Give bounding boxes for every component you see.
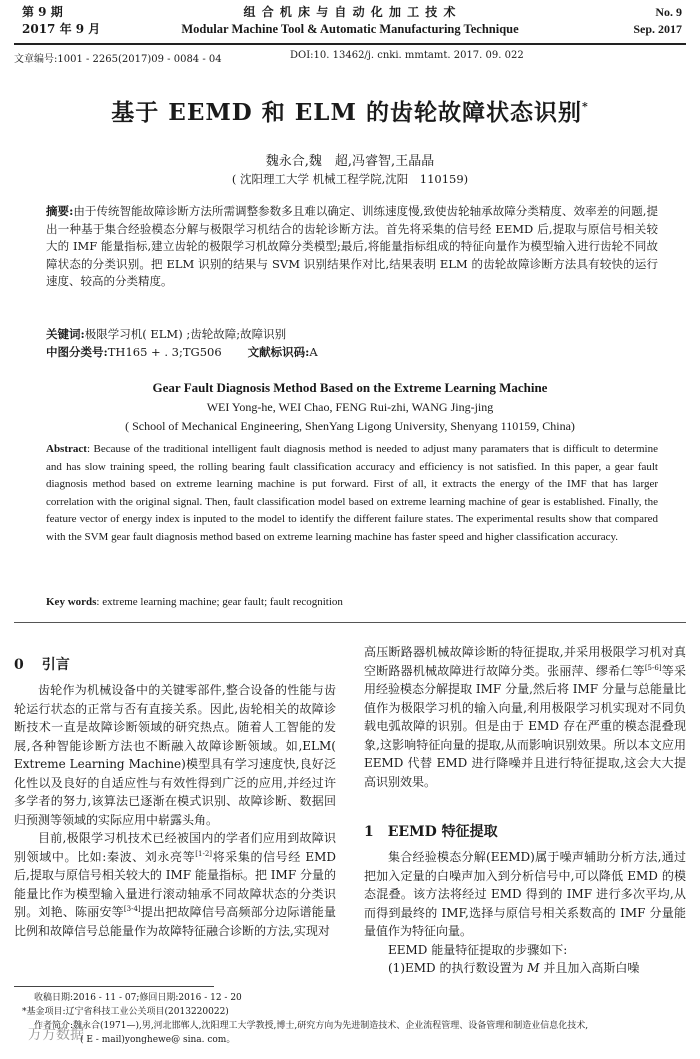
footnote-email: ( E - mail)yonghewe@ sina. com。	[80, 1035, 236, 1045]
header-rule	[14, 43, 686, 45]
keywords-en-text: : extreme learning machine; gear fault; fault recognition	[96, 596, 343, 608]
section-0-heading	[14, 655, 334, 675]
header-year-cn: 2017 年 9 月	[22, 22, 101, 36]
authors-cn: 魏永合,魏 超,冯睿智,王晶晶	[265, 154, 435, 169]
keywords-cn	[46, 326, 658, 344]
fund-mark: *	[22, 1007, 27, 1017]
eemd-step-1	[364, 959, 686, 978]
intro-p2-text-c: 提出把故障信号高频部分边际谱能量比例和故障信号总能量作为故障特征融合诊断的方法,实现对	[14, 905, 336, 938]
eemd-step-1-text-b: 并且加入高斯白噪	[539, 961, 640, 975]
intro-p3-text-a: 高压断路器机械故障诊断的特征提取,并采用极限学习机对真空断路器机械故障进行故障分类。张丽萍、缪希仁等	[364, 645, 686, 678]
keywords-cn-label: 关键词:	[46, 327, 85, 341]
header-issue-cn: 第 9 期	[22, 5, 63, 19]
eemd-paragraph-1: 集合经验模态分解(EEMD)属于噪声辅助分析方法,通过把加入定量的白噪声加入到分析信号中,可以降低 EMD 的模态混叠。该方法将经过 EMD 得到的 IMF 进行多次平均,从而得到最终的 IMF,选择与原信号相关系数高的 IMF 分量能量值作为特征向量。	[364, 850, 686, 938]
citation-1-2: [1-2]	[195, 849, 212, 858]
intro-p3-text-b: 等采用经验模态分解提取 IMF 分量,然后将 IMF 分量与总能量比值作为极限学习机的输入向量,利用极限学习机实现对不同负载电弧故障的识别。但是由于 EMD 存在严重的模态混叠现象,这影响特征向量的提取,从而影响识别效果。所以本文应用 EEMD 代替 EMD 进行降噪并且进行特征提取,这会大大提高识别效果。	[364, 663, 686, 789]
eemd-step-1-text-a: (1)EMD 的执行数设置为	[388, 961, 528, 975]
footnote-rule	[14, 986, 214, 987]
intro-p2-text-b: 将采集的信号经 EMD 后,提取与原信号相关较大的 IMF 能量指标。把 IMF 分量的能量比作为模型输入量进行滚动轴承不同故障状态的分类识别。刘艳、陈丽安等	[14, 849, 337, 919]
doi: DOI:10. 13462/j. cnki. mmtamt. 2017. 09. 022	[290, 50, 524, 61]
section-1-title: EEMD 特征提取	[387, 824, 498, 840]
section-1-body	[364, 848, 686, 978]
section-1-heading	[364, 822, 684, 842]
header-issue-en: No. 9	[655, 5, 682, 19]
title-text: 基于 EEMD 和 ELM 的齿轮故障状态识别	[111, 99, 582, 126]
clc-value: TH165 + . 3;TG506	[107, 345, 222, 359]
footnote-received: 收稿日期:2016 - 11 - 07;修回日期:2016 - 12 - 20	[34, 993, 242, 1003]
title-footnote-mark: *	[581, 100, 589, 113]
intro-paragraph-1: 齿轮作为机械设备中的关键零部件,整合设备的性能与齿轮运行状态的正常与否有直接关系。因此,齿轮相关的故障诊断技术一直是故障诊断领域的研究热点。随着人工智能的发展,各种智能诊断方法也不断融入故障诊断领域。如,ELM( Extreme Learning Machine)模型具有学习速度快,良好泛化性以及良好的自适应性与有效性得到广泛的应用,并经过许多学者的努力,该算法已逐渐在模式识别、故障诊断、数据回归预测等领域的实际应用中崭露头角。	[14, 683, 336, 827]
eemd-paragraph-2: EEMD 能量特征提取的步骤如下:	[388, 942, 568, 957]
section-0-number: 0	[14, 657, 24, 673]
header-journal-cn: 组 合 机 床 与 自 动 化 加 工 技 术	[243, 5, 457, 19]
fund-text: 基金项目:辽宁省科技工业公关项目(2013220022)	[26, 1007, 229, 1017]
classification	[46, 344, 658, 362]
abstract-rule	[14, 622, 686, 623]
right-column-top	[364, 643, 686, 791]
abstract-en-label: Abstract	[46, 443, 87, 455]
abstract-cn-text: 由于传统智能故障诊断方法所需调整参数多且难以确定、训练速度慢,致使齿轮轴承故障分类精度、效率差的问题,提出一种基于集合经验模态分解与极限学习机结合的齿轮诊断方法。首先将采集的信号经 EEMD 后,提取与原信号相关较大的 IMF 能量指标,建立齿轮的极限学习机故障分类模型;最后,将能量指标组成的特征向量作为模型输入进行齿轮不同故障状态的分类识别。把 ELM 识别的结果与 SVM 识别结果作对比,结果表明 ELM 的齿轮故障诊断方法具有较快的运行速度、较高的分类精度。	[46, 204, 658, 289]
footnote-fund	[22, 1006, 682, 1019]
abstract-en	[46, 441, 658, 547]
header-date-en: Sep. 2017	[633, 22, 682, 36]
authors-en: WEI Yong-he, WEI Chao, FENG Rui-zhi, WANG Jing-jing	[206, 400, 494, 414]
paper-title-en: Gear Fault Diagnosis Method Based on the Extreme Learning Machine	[152, 380, 548, 395]
article-number: 文章编号:1001 - 2265(2017)09 - 0084 - 04	[14, 54, 222, 65]
var-m: M	[527, 961, 540, 975]
citation-5-6: [5-6]	[644, 663, 662, 672]
intro-paragraph-3	[364, 643, 686, 791]
clc-label: 中图分类号:	[46, 345, 108, 359]
section-0-body	[14, 681, 336, 940]
section-1-number: 1	[364, 824, 374, 840]
watermark: 万方数据	[28, 1027, 84, 1043]
intro-paragraph-2	[14, 829, 336, 940]
header-journal-en: Modular Machine Tool & Automatic Manufacturing Technique	[181, 22, 519, 36]
affiliation-en: ( School of Mechanical Engineering, ShenYang Ligong University, Shenyang 110159, China)	[125, 419, 575, 433]
abstract-cn	[46, 203, 658, 291]
section-0-title: 引言	[41, 657, 70, 673]
affiliation-cn: ( 沈阳理工大学 机械工程学院,沈阳 110159)	[231, 172, 469, 186]
abstract-cn-label: 摘要:	[46, 204, 74, 218]
citation-3-4: [3-4]	[123, 905, 141, 913]
keywords-cn-text: 极限学习机( ELM) ;齿轮故障;故障识别	[84, 327, 287, 341]
intro-p2-text-a: 目前,极限学习机技术已经被国内的学者们应用到故障识别领域中。比如:秦波、刘永亮等	[14, 831, 336, 864]
paper-title-cn	[30, 98, 670, 128]
abstract-en-text: : Because of the traditional intelligent fault diagnosis method is needed to adjust many paramaters that is difficult to determine and has slow training speed, the rolling bearing fault classification accuracy and efficiency is not satisfied. In this paper, a gear fault diagnosis method based on extreme learning machine is put forward. First of all, it extracts the energy of the IMF that has larger correlation with the original signal. Then, fault classification model based on extreme learning machine of gear is established. Finally, the feature vector of energy index is inputed to the model to identify the different failure states. The experimental results show that compared with the SVM gear fault diagnosis method based on extreme learning machine has faster speed and higher classification accuracy.	[46, 443, 658, 543]
keywords-en	[46, 594, 658, 612]
keywords-en-label: Key words	[46, 596, 97, 608]
doc-code-value: A	[309, 345, 318, 359]
doc-code-label: 文献标识码:	[247, 345, 310, 359]
footnote-author-bio: 作者简介:魏永合(1971—),男,河北邯郸人,沈阳理工大学教授,博士,研究方向为先进制造技术、企业流程管理、设备管理和制造业信息化技术,	[34, 1021, 589, 1031]
